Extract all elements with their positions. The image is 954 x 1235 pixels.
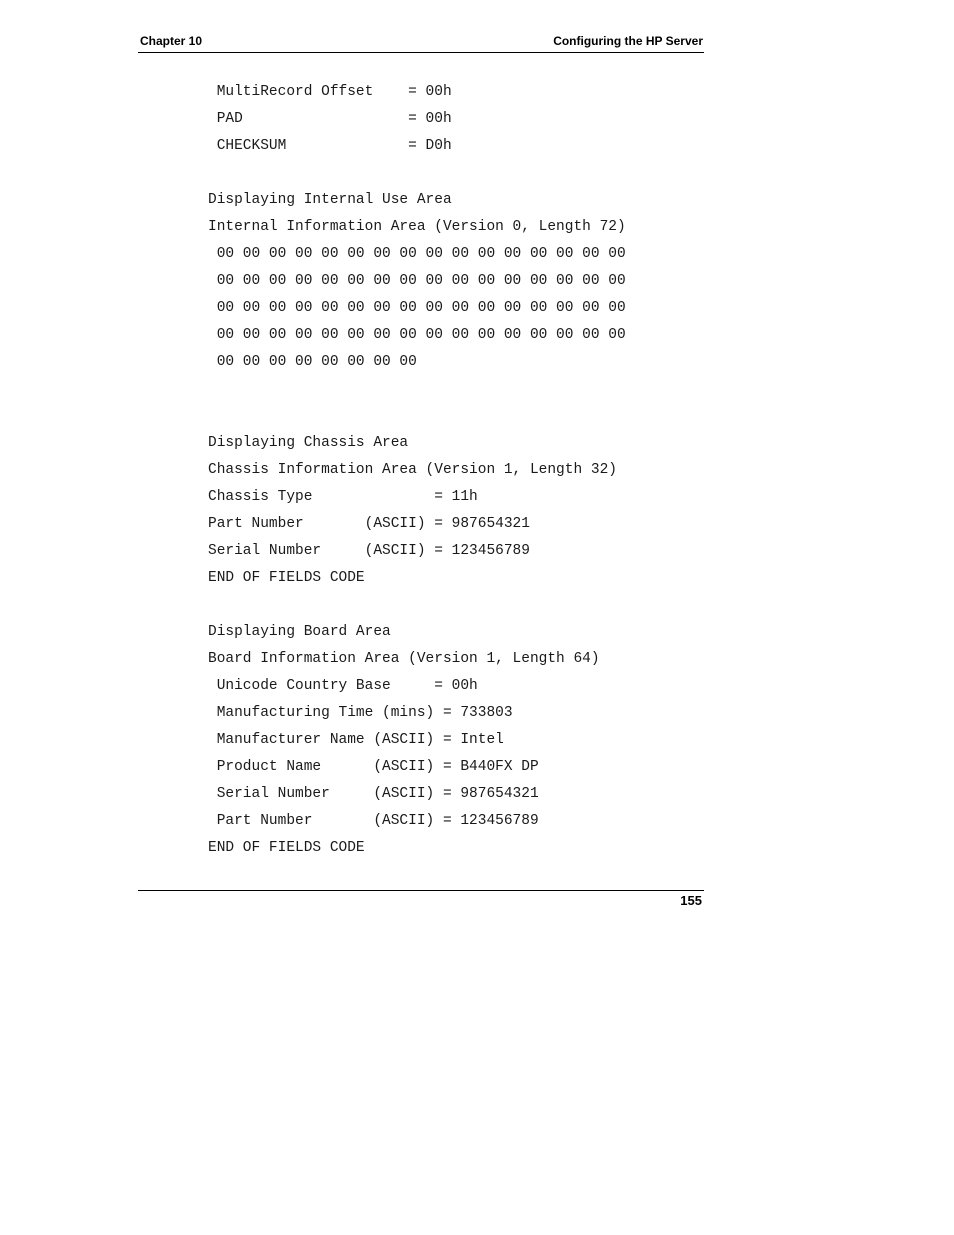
board-area: [208, 619, 688, 862]
code-line: 00 00 00 00 00 00 00 00 00 00 00 00 00 00 00 00: [208, 273, 626, 289]
code-line: Serial Number (ASCII) = 987654321: [208, 786, 539, 802]
internal-use-area: [208, 187, 688, 376]
code-line: Manufacturer Name (ASCII) = Intel: [208, 732, 504, 748]
code-line: Displaying Board Area: [208, 624, 391, 640]
code-line: 00 00 00 00 00 00 00 00 00 00 00 00 00 00 00 00: [208, 300, 626, 316]
code-line: PAD = 00h: [208, 111, 452, 127]
header-rule: [138, 52, 704, 53]
code-line: END OF FIELDS CODE: [208, 570, 365, 586]
code-line: 00 00 00 00 00 00 00 00 00 00 00 00 00 00 00 00: [208, 246, 626, 262]
code-line: MultiRecord Offset = 00h: [208, 84, 452, 100]
section-title: Configuring the HP Server: [553, 34, 703, 48]
chassis-area: [208, 430, 688, 592]
page-header: [140, 34, 703, 52]
code-line: Displaying Chassis Area: [208, 435, 409, 451]
code-line: Unicode Country Base = 00h: [208, 678, 478, 694]
chapter-label: Chapter 10: [140, 34, 203, 48]
code-line: Board Information Area (Version 1, Length 64): [208, 651, 600, 667]
code-line: 00 00 00 00 00 00 00 00: [208, 354, 417, 370]
code-line: Chassis Information Area (Version 1, Length 32): [208, 462, 617, 478]
code-listing: [208, 79, 688, 862]
code-line: Manufacturing Time (mins) = 733803: [208, 705, 513, 721]
code-line: END OF FIELDS CODE: [208, 840, 365, 856]
code-line: CHECKSUM = D0h: [208, 138, 452, 154]
code-line: Product Name (ASCII) = B440FX DP: [208, 759, 539, 775]
code-line: Part Number (ASCII) = 987654321: [208, 516, 530, 532]
code-line: Internal Information Area (Version 0, Length 72): [208, 219, 626, 235]
footer-rule: [138, 890, 704, 891]
code-line: Serial Number (ASCII) = 123456789: [208, 543, 530, 559]
code-line: 00 00 00 00 00 00 00 00 00 00 00 00 00 00 00 00: [208, 327, 626, 343]
fru-record-trailer: [208, 79, 688, 160]
page-number: 155: [680, 893, 702, 908]
code-line: Part Number (ASCII) = 123456789: [208, 813, 539, 829]
code-line: Displaying Internal Use Area: [208, 192, 452, 208]
code-line: Chassis Type = 11h: [208, 489, 478, 505]
